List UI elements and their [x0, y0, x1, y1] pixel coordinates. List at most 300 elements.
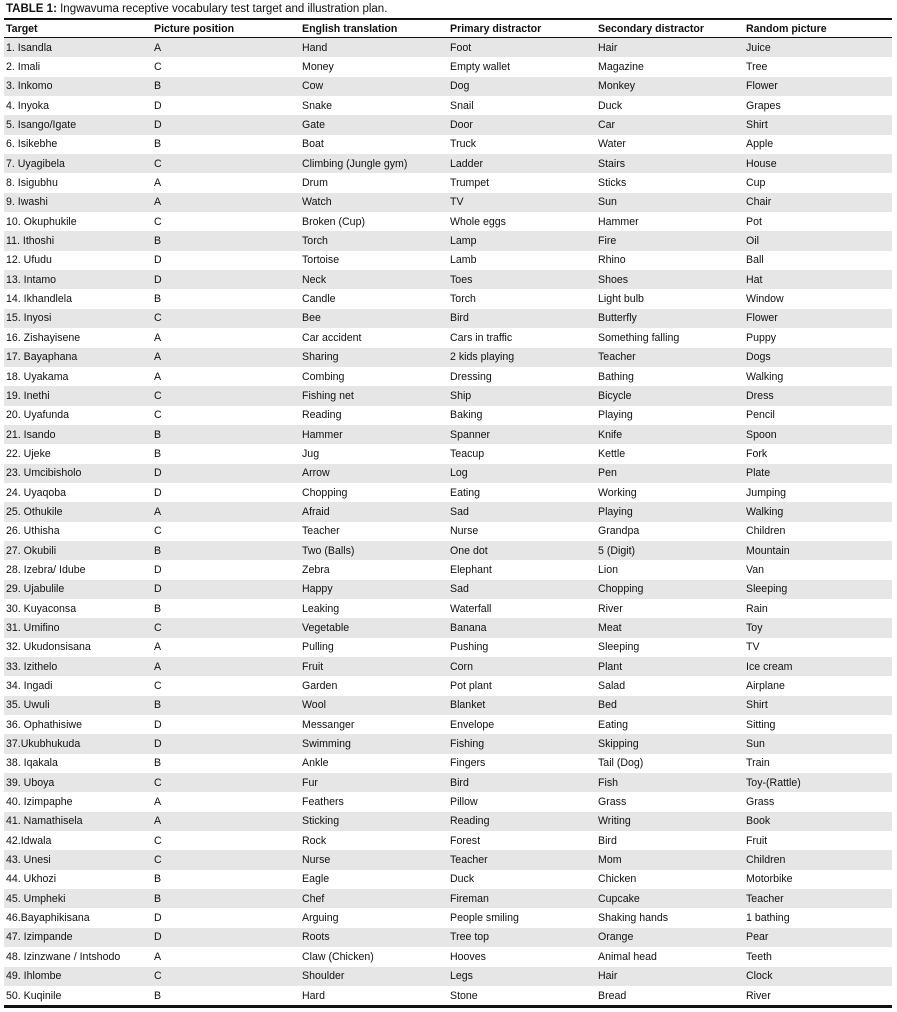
- cell-target: 4. Inyoka: [6, 99, 49, 112]
- cell-random-picture: Shirt: [744, 115, 892, 134]
- cell-english-translation: Sharing: [300, 348, 448, 367]
- cell-picture-position: A: [154, 796, 162, 809]
- cell-picture-position: C: [154, 409, 162, 422]
- cell-english-translation: Hand: [300, 38, 448, 58]
- cell-secondary-distractor: Bread: [598, 989, 627, 1002]
- table-row: [4, 696, 892, 715]
- cell-secondary-distractor: Rhino: [598, 254, 626, 267]
- cell-target: 34. Ingadi: [6, 680, 53, 693]
- cell-picture-position: C: [152, 386, 300, 405]
- cell-target: 39. Uboya: [4, 773, 152, 792]
- cell-primary-distractor: Ship: [448, 386, 596, 405]
- cell-english-translation: Teacher: [302, 525, 340, 538]
- cell-primary-distractor: Envelope: [450, 718, 495, 731]
- table-row: [4, 754, 892, 773]
- cell-primary-distractor: Sad: [448, 580, 596, 599]
- cell-secondary-distractor: Light bulb: [598, 293, 644, 306]
- cell-target: 5. Isango/Igate: [4, 115, 152, 134]
- cell-secondary-distractor: Hammer: [598, 215, 639, 228]
- cell-random-picture: Fruit: [746, 834, 768, 847]
- cell-target: 46.Bayaphikisana: [6, 912, 90, 925]
- cell-secondary-distractor: Duck: [598, 99, 623, 112]
- cell-english-translation: Boat: [302, 138, 324, 151]
- cell-secondary-distractor: Chopping: [596, 580, 744, 599]
- cell-secondary-distractor: Sticks: [598, 177, 627, 190]
- cell-picture-position: A: [152, 502, 300, 521]
- cell-picture-position: A: [154, 370, 162, 383]
- cell-secondary-distractor: Hair: [596, 967, 744, 986]
- cell-target: 48. Izinzwane / Intshodo: [6, 950, 121, 963]
- cell-english-translation: Bee: [300, 309, 448, 328]
- table-row: [4, 115, 892, 134]
- cell-secondary-distractor: Hair: [596, 38, 744, 58]
- cell-target: 11. Ithoshi: [4, 231, 152, 250]
- table-row: [4, 792, 892, 811]
- cell-secondary-distractor: Plant: [596, 657, 744, 676]
- cell-random-picture: Dogs: [744, 348, 892, 367]
- cell-target: 27. Okubili: [4, 541, 152, 560]
- cell-secondary-distractor: Orange: [596, 928, 744, 947]
- table-row: [4, 657, 892, 676]
- cell-picture-position: B: [152, 77, 300, 96]
- cell-english-translation: Snake: [302, 99, 333, 112]
- cell-target: 42.Idwala: [6, 834, 52, 847]
- cell-primary-distractor: Door: [448, 115, 596, 134]
- cell-english-translation: Sticking: [300, 812, 448, 831]
- cell-random-picture: Sitting: [746, 718, 776, 731]
- cell-random-picture: Flower: [744, 309, 892, 328]
- cell-random-picture: Plate: [744, 464, 892, 483]
- table-row: [4, 773, 892, 792]
- cell-random-picture: Chair: [744, 193, 892, 212]
- cell-primary-distractor: People smiling: [450, 912, 519, 925]
- table-row: [4, 425, 892, 444]
- cell-target: 22. Ujeke: [6, 447, 51, 460]
- cell-target: 6. Isikebhe: [6, 138, 58, 151]
- cell-target: 17. Bayaphana: [4, 348, 152, 367]
- cell-english-translation: Chopping: [302, 486, 348, 499]
- cell-random-picture: Teeth: [746, 950, 772, 963]
- cell-picture-position: A: [152, 348, 300, 367]
- table-row: [4, 212, 892, 231]
- cell-primary-distractor: Empty wallet: [450, 61, 511, 74]
- cell-secondary-distractor: Fish: [596, 773, 744, 792]
- cell-target: 28. Izebra/ Idube: [6, 563, 86, 576]
- cell-target: 12. Ufudu: [6, 254, 52, 267]
- cell-picture-position: B: [152, 889, 300, 908]
- table-row: [4, 541, 892, 560]
- cell-target: 1. Isandla: [4, 38, 152, 58]
- cell-target: 26. Uthisha: [6, 525, 60, 538]
- table-row: [4, 967, 892, 986]
- cell-secondary-distractor: Tail (Dog): [598, 757, 644, 770]
- table-row: [4, 77, 892, 96]
- cell-picture-position: D: [152, 115, 300, 134]
- cell-secondary-distractor: Monkey: [596, 77, 744, 96]
- cell-picture-position: C: [152, 850, 300, 869]
- cell-target: 38. Iqakala: [6, 757, 58, 770]
- cell-primary-distractor: Dressing: [450, 370, 492, 383]
- cell-random-picture: Clock: [744, 967, 892, 986]
- cell-picture-position: C: [154, 215, 162, 228]
- cell-primary-distractor: Banana: [448, 618, 596, 637]
- table-row: [4, 309, 892, 328]
- table-row: [4, 193, 892, 212]
- cell-random-picture: Airplane: [746, 680, 785, 693]
- cell-target: 15. Inyosi: [4, 309, 152, 328]
- table-row: [4, 483, 892, 502]
- cell-target: 21. Isando: [4, 425, 152, 444]
- cell-secondary-distractor: Grandpa: [598, 525, 640, 538]
- table-row: [4, 386, 892, 405]
- caption-text: Ingwavuma receptive vocabulary test target and illustration plan.: [56, 3, 388, 15]
- cell-random-picture: Children: [746, 525, 786, 538]
- cell-english-translation: Afraid: [300, 502, 448, 521]
- table-row: [4, 251, 892, 270]
- cell-picture-position: B: [154, 602, 162, 615]
- cell-primary-distractor: Eating: [450, 486, 481, 499]
- cell-primary-distractor: Torch: [450, 293, 476, 306]
- cell-primary-distractor: Trumpet: [450, 177, 490, 190]
- cell-target: 33. Izithelo: [4, 657, 152, 676]
- cell-picture-position: D: [154, 718, 162, 731]
- table-row: [4, 870, 892, 889]
- cell-target: 49. Ihlombe: [4, 967, 152, 986]
- cell-english-translation: Vegetable: [300, 618, 448, 637]
- cell-english-translation: Messanger: [302, 718, 355, 731]
- vocabulary-table: [4, 18, 892, 1008]
- cell-primary-distractor: 2 kids playing: [448, 348, 596, 367]
- cell-random-picture: Pencil: [746, 409, 775, 422]
- table-row: [4, 502, 892, 521]
- table-row: [4, 348, 892, 367]
- header-secondary-distractor: Secondary distractor: [596, 19, 744, 38]
- cell-english-translation: Zebra: [302, 563, 330, 576]
- cell-target: 44. Ukhozi: [6, 873, 57, 886]
- cell-target: 31. Umifino: [4, 618, 152, 637]
- cell-primary-distractor: Blanket: [448, 696, 596, 715]
- cell-target: 3. Inkomo: [4, 77, 152, 96]
- table-row: [4, 154, 892, 173]
- cell-random-picture: Oil: [744, 231, 892, 250]
- cell-picture-position: D: [152, 464, 300, 483]
- table-row: [4, 57, 892, 76]
- cell-secondary-distractor: Chicken: [598, 873, 637, 886]
- table-row: [4, 850, 892, 869]
- cell-picture-position: D: [154, 486, 162, 499]
- cell-picture-position: C: [152, 154, 300, 173]
- cell-picture-position: B: [152, 231, 300, 250]
- cell-primary-distractor: TV: [448, 193, 596, 212]
- cell-random-picture: River: [746, 989, 771, 1002]
- cell-english-translation: Gate: [300, 115, 448, 134]
- table-row: [4, 618, 892, 637]
- cell-random-picture: Dress: [744, 386, 892, 405]
- cell-random-picture: Motorbike: [746, 873, 793, 886]
- cell-english-translation: Tortoise: [302, 254, 340, 267]
- table-row: [4, 831, 892, 850]
- cell-english-translation: Nurse: [300, 850, 448, 869]
- cell-picture-position: A: [152, 657, 300, 676]
- cell-picture-position: A: [152, 812, 300, 831]
- cell-random-picture: 1 bathing: [746, 912, 790, 925]
- cell-random-picture: Walking: [746, 370, 784, 383]
- cell-english-translation: Shoulder: [300, 967, 448, 986]
- table-row: [4, 908, 892, 927]
- cell-target: 43. Unesi: [4, 850, 152, 869]
- cell-random-picture: Sun: [744, 734, 892, 753]
- cell-english-translation: Money: [302, 61, 334, 74]
- table-row: [4, 270, 892, 289]
- cell-primary-distractor: Corn: [448, 657, 596, 676]
- table-row: [4, 889, 892, 908]
- cell-secondary-distractor: 5 (Digit): [596, 541, 744, 560]
- cell-english-translation: Arrow: [300, 464, 448, 483]
- cell-secondary-distractor: Bicycle: [596, 386, 744, 405]
- cell-target: 7. Uyagibela: [4, 154, 152, 173]
- cell-random-picture: Book: [744, 812, 892, 831]
- header-row: [4, 19, 892, 38]
- table-row: [4, 928, 892, 947]
- cell-picture-position: B: [154, 447, 162, 460]
- cell-primary-distractor: Legs: [448, 967, 596, 986]
- table-row: [4, 289, 892, 308]
- cell-picture-position: D: [154, 99, 162, 112]
- cell-primary-distractor: Foot: [448, 38, 596, 58]
- cell-picture-position: A: [154, 177, 162, 190]
- cell-random-picture: Jumping: [746, 486, 787, 499]
- cell-random-picture: Tree: [746, 61, 768, 74]
- cell-target: 30. Kuyaconsa: [6, 602, 77, 615]
- cell-secondary-distractor: Water: [598, 138, 626, 151]
- cell-primary-distractor: Bird: [448, 309, 596, 328]
- cell-secondary-distractor: Lion: [598, 563, 619, 576]
- table-row: [4, 406, 892, 425]
- table-row: [4, 96, 892, 115]
- cell-random-picture: Juice: [744, 38, 892, 58]
- cell-primary-distractor: Lamb: [450, 254, 477, 267]
- table-row: [4, 328, 892, 347]
- cell-primary-distractor: Log: [448, 464, 596, 483]
- cell-picture-position: B: [152, 541, 300, 560]
- cell-random-picture: Children: [744, 850, 892, 869]
- cell-english-translation: Eagle: [302, 873, 330, 886]
- cell-picture-position: D: [152, 928, 300, 947]
- cell-primary-distractor: Baking: [450, 409, 483, 422]
- cell-english-translation: Pulling: [302, 641, 334, 654]
- cell-secondary-distractor: Something falling: [598, 331, 680, 344]
- cell-english-translation: Drum: [302, 177, 328, 190]
- cell-secondary-distractor: Pen: [596, 464, 744, 483]
- cell-target: 32. Ukudonsisana: [6, 641, 91, 654]
- table-row: [4, 367, 892, 386]
- cell-secondary-distractor: Butterfly: [596, 309, 744, 328]
- cell-secondary-distractor: Teacher: [596, 348, 744, 367]
- cell-english-translation: Cow: [300, 77, 448, 96]
- cell-secondary-distractor: Car: [596, 115, 744, 134]
- cell-primary-distractor: Pot plant: [450, 680, 492, 693]
- cell-english-translation: Fur: [300, 773, 448, 792]
- cell-target: 20. Uyafunda: [6, 409, 70, 422]
- cell-target: 16. Zishayisene: [6, 331, 81, 344]
- cell-target: 25. Othukile: [4, 502, 152, 521]
- cell-english-translation: Neck: [300, 270, 448, 289]
- table-row: [4, 715, 892, 734]
- cell-picture-position: D: [152, 580, 300, 599]
- cell-secondary-distractor: Shoes: [596, 270, 744, 289]
- cell-random-picture: Fork: [746, 447, 768, 460]
- cell-primary-distractor: Truck: [450, 138, 477, 151]
- cell-primary-distractor: Tree top: [448, 928, 596, 947]
- table-row: [4, 947, 892, 966]
- cell-primary-distractor: Elephant: [450, 563, 492, 576]
- cell-secondary-distractor: Stairs: [596, 154, 744, 173]
- cell-picture-position: C: [154, 834, 162, 847]
- cell-random-picture: Mountain: [744, 541, 892, 560]
- cell-english-translation: Swimming: [300, 734, 448, 753]
- header-primary-distractor: Primary distractor: [448, 19, 596, 38]
- table-row: [4, 38, 892, 58]
- cell-random-picture: Walking: [744, 502, 892, 521]
- cell-english-translation: Car accident: [302, 331, 362, 344]
- cell-picture-position: B: [152, 425, 300, 444]
- cell-english-translation: Reading: [302, 409, 342, 422]
- table-row: [4, 560, 892, 579]
- cell-english-translation: Watch: [300, 193, 448, 212]
- cell-english-translation: Rock: [302, 834, 327, 847]
- cell-target: 40. Izimpaphe: [6, 796, 73, 809]
- cell-secondary-distractor: Shaking hands: [598, 912, 669, 925]
- cell-picture-position: A: [152, 193, 300, 212]
- cell-random-picture: Teacher: [744, 889, 892, 908]
- cell-target: 14. Ikhandlela: [6, 293, 72, 306]
- cell-random-picture: Van: [746, 563, 765, 576]
- cell-english-translation: Ankle: [302, 757, 329, 770]
- cell-secondary-distractor: Salad: [598, 680, 626, 693]
- cell-target: 29. Ujabulile: [4, 580, 152, 599]
- cell-english-translation: Torch: [300, 231, 448, 250]
- cell-random-picture: Flower: [744, 77, 892, 96]
- cell-picture-position: C: [154, 680, 162, 693]
- cell-picture-position: D: [154, 563, 162, 576]
- cell-target: 36. Ophathisiwe: [6, 718, 82, 731]
- cell-random-picture: Ball: [746, 254, 764, 267]
- cell-secondary-distractor: Mom: [596, 850, 744, 869]
- cell-random-picture: Cup: [746, 177, 766, 190]
- cell-target: 23. Umcibisholo: [4, 464, 152, 483]
- cell-secondary-distractor: Grass: [598, 796, 627, 809]
- cell-target: 2. Imali: [6, 61, 41, 74]
- cell-picture-position: A: [154, 331, 162, 344]
- cell-secondary-distractor: Playing: [598, 409, 633, 422]
- cell-secondary-distractor: Knife: [596, 425, 744, 444]
- cell-random-picture: Pot: [746, 215, 762, 228]
- cell-primary-distractor: One dot: [448, 541, 596, 560]
- cell-english-translation: Feathers: [302, 796, 344, 809]
- cell-primary-distractor: Teacup: [450, 447, 485, 460]
- cell-primary-distractor: Duck: [450, 873, 475, 886]
- cell-picture-position: D: [152, 734, 300, 753]
- cell-target: 18. Uyakama: [6, 370, 69, 383]
- cell-picture-position: C: [152, 967, 300, 986]
- table-row: [4, 464, 892, 483]
- cell-english-translation: Combing: [302, 370, 345, 383]
- cell-primary-distractor: Ladder: [448, 154, 596, 173]
- cell-random-picture: Train: [746, 757, 770, 770]
- cell-picture-position: B: [154, 873, 162, 886]
- cell-random-picture: Rain: [746, 602, 768, 615]
- cell-target: 45. Umpheki: [4, 889, 152, 908]
- cell-english-translation: Garden: [302, 680, 338, 693]
- cell-picture-position: C: [154, 61, 162, 74]
- table-row: [4, 135, 892, 154]
- cell-secondary-distractor: Meat: [596, 618, 744, 637]
- cell-primary-distractor: Stone: [450, 989, 478, 1002]
- cell-random-picture: TV: [746, 641, 760, 654]
- cell-picture-position: C: [154, 525, 162, 538]
- cell-target: 50. Kuqinile: [6, 989, 62, 1002]
- table-row: [4, 580, 892, 599]
- cell-picture-position: A: [154, 950, 162, 963]
- cell-secondary-distractor: River: [598, 602, 623, 615]
- cell-random-picture: Apple: [746, 138, 774, 151]
- header-random-picture: Random picture: [744, 19, 892, 38]
- cell-picture-position: B: [154, 757, 162, 770]
- cell-secondary-distractor: Magazine: [598, 61, 644, 74]
- cell-random-picture: Grapes: [746, 99, 781, 112]
- cell-english-translation: Candle: [302, 293, 336, 306]
- cell-secondary-distractor: Cupcake: [596, 889, 744, 908]
- cell-english-translation: Chef: [300, 889, 448, 908]
- cell-secondary-distractor: Bed: [596, 696, 744, 715]
- cell-primary-distractor: Bird: [448, 773, 596, 792]
- cell-secondary-distractor: Sleeping: [598, 641, 640, 654]
- cell-english-translation: Broken (Cup): [302, 215, 365, 228]
- cell-target: 37.Ukubhukuda: [4, 734, 152, 753]
- cell-primary-distractor: Pushing: [450, 641, 489, 654]
- cell-english-translation: Fruit: [300, 657, 448, 676]
- cell-primary-distractor: Nurse: [450, 525, 479, 538]
- cell-primary-distractor: Dog: [448, 77, 596, 96]
- cell-english-translation: Wool: [300, 696, 448, 715]
- cell-random-picture: Toy-(Rattle): [744, 773, 892, 792]
- cell-english-translation: Roots: [300, 928, 448, 947]
- cell-picture-position: D: [154, 912, 162, 925]
- cell-english-translation: Fishing net: [300, 386, 448, 405]
- table-row: [4, 986, 892, 1007]
- cell-primary-distractor: Snail: [450, 99, 474, 112]
- cell-primary-distractor: Sad: [448, 502, 596, 521]
- cell-picture-position: D: [152, 270, 300, 289]
- cell-random-picture: Toy: [744, 618, 892, 637]
- cell-secondary-distractor: Playing: [596, 502, 744, 521]
- cell-secondary-distractor: Bathing: [598, 370, 634, 383]
- cell-secondary-distractor: Sun: [596, 193, 744, 212]
- header-picture-position: Picture position: [152, 19, 300, 38]
- cell-secondary-distractor: Working: [598, 486, 637, 499]
- cell-picture-position: D: [154, 254, 162, 267]
- cell-random-picture: Sleeping: [744, 580, 892, 599]
- cell-random-picture: Spoon: [744, 425, 892, 444]
- cell-target: 10. Okuphukile: [6, 215, 77, 228]
- table-row: [4, 812, 892, 831]
- table-row: [4, 522, 892, 541]
- cell-primary-distractor: Spanner: [448, 425, 596, 444]
- table-row: [4, 599, 892, 618]
- table-row: [4, 231, 892, 250]
- cell-random-picture: Puppy: [746, 331, 777, 344]
- cell-primary-distractor: Lamp: [448, 231, 596, 250]
